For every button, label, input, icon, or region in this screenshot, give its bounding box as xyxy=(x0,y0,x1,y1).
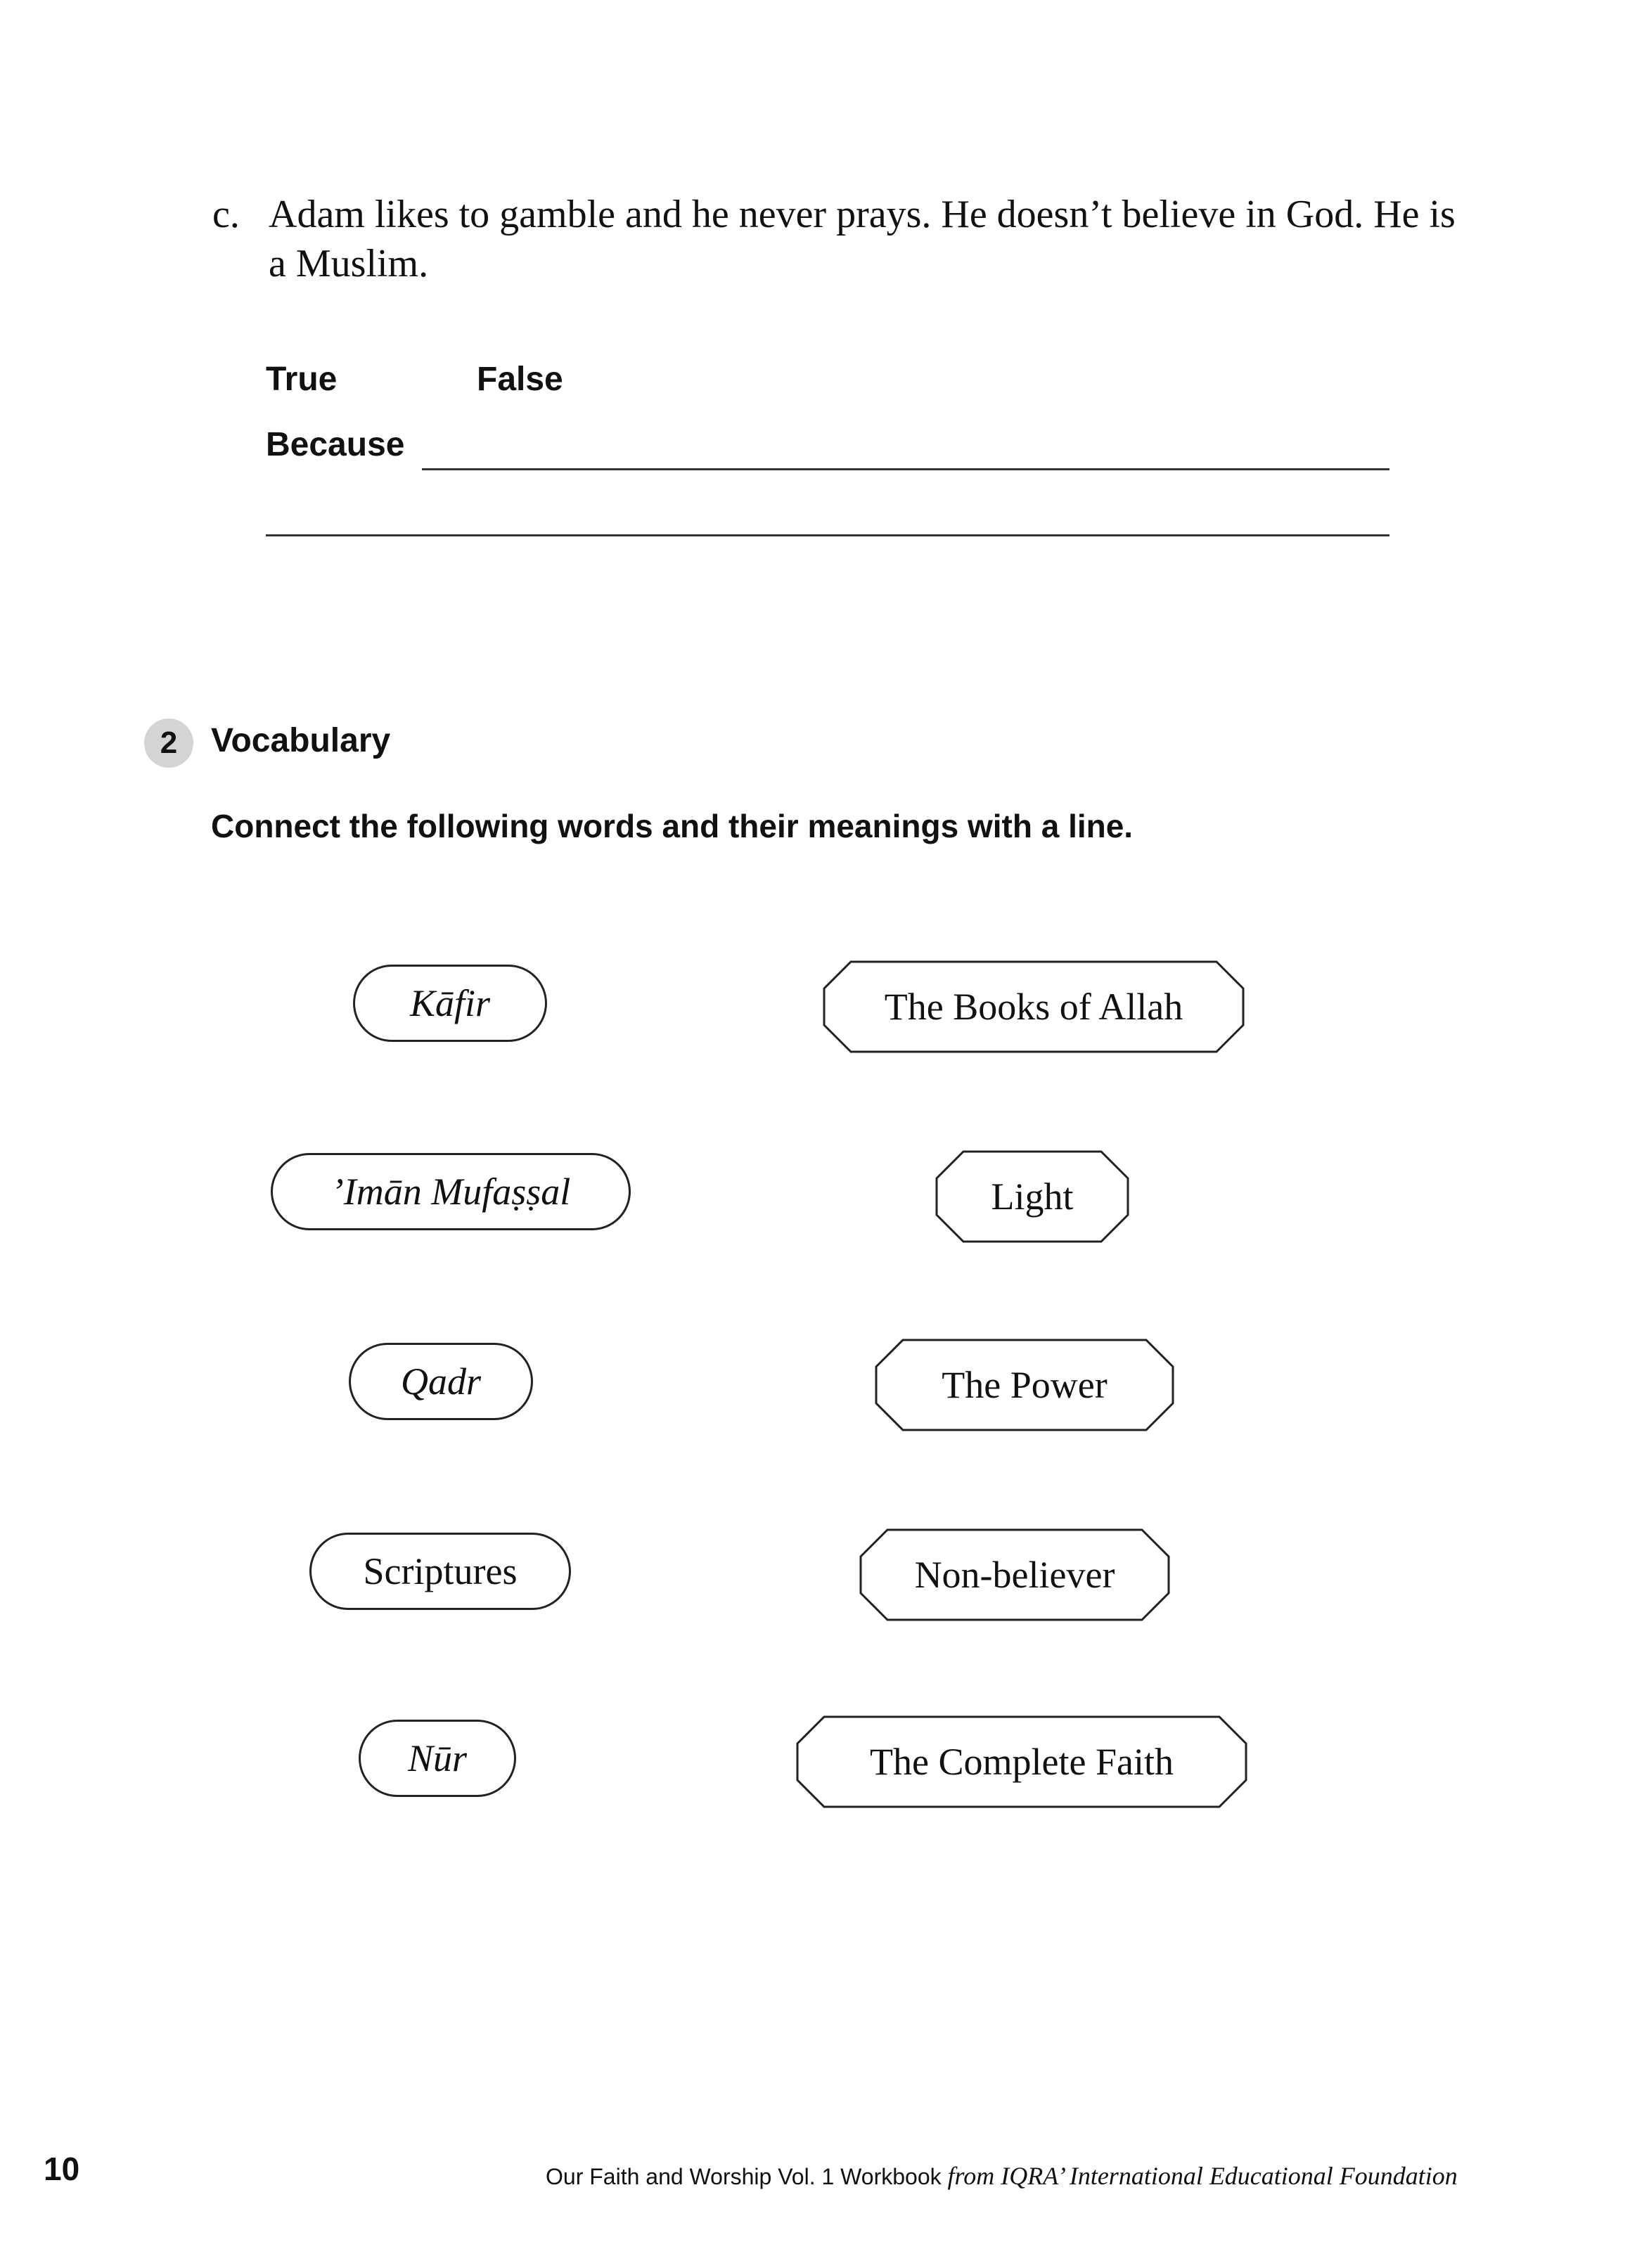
question-letter: c. xyxy=(212,193,240,236)
footer-publisher: from IQRA’ International Educational Foundation xyxy=(947,2162,1458,2190)
meaning-label: The Power xyxy=(942,1364,1108,1406)
meaning-light[interactable] xyxy=(935,1150,1129,1243)
meaning-label: The Books of Allah xyxy=(884,986,1183,1028)
vocabulary-instruction: Connect the following words and their meanings with a line. xyxy=(211,808,1134,844)
page-footer xyxy=(546,2161,1458,2191)
word-kafir[interactable]: Kāfir xyxy=(353,965,547,1042)
because-label: Because xyxy=(266,426,405,463)
section-number-badge: 2 xyxy=(144,719,193,768)
section-title: Vocabulary xyxy=(211,722,391,759)
meaning-complete-faith[interactable] xyxy=(796,1715,1247,1808)
because-answer-line-2[interactable] xyxy=(266,534,1389,536)
false-option[interactable]: False xyxy=(477,361,563,398)
meaning-books-of-allah[interactable] xyxy=(823,960,1245,1053)
word-nur[interactable]: Nūr xyxy=(359,1720,516,1797)
true-option[interactable]: True xyxy=(266,361,338,398)
page-number: 10 xyxy=(44,2151,80,2187)
meaning-non-believer[interactable] xyxy=(859,1528,1170,1621)
meaning-label: Non-believer xyxy=(914,1554,1115,1596)
meaning-label: Light xyxy=(991,1175,1074,1218)
meaning-the-power[interactable] xyxy=(875,1339,1174,1431)
meaning-label: The Complete Faith xyxy=(870,1741,1174,1783)
word-iman-mufassal[interactable]: ’Imān Mufaṣṣal xyxy=(271,1153,631,1230)
question-text: Adam likes to gamble and he never prays. He doesn’t believe in God. He is a Muslim. xyxy=(269,193,1456,285)
because-answer-line-1[interactable] xyxy=(422,468,1389,470)
word-qadr[interactable]: Qadr xyxy=(349,1343,533,1420)
word-scriptures[interactable]: Scriptures xyxy=(309,1533,571,1610)
footer-book-title: Our Faith and Worship Vol. 1 Workbook xyxy=(546,2164,942,2189)
